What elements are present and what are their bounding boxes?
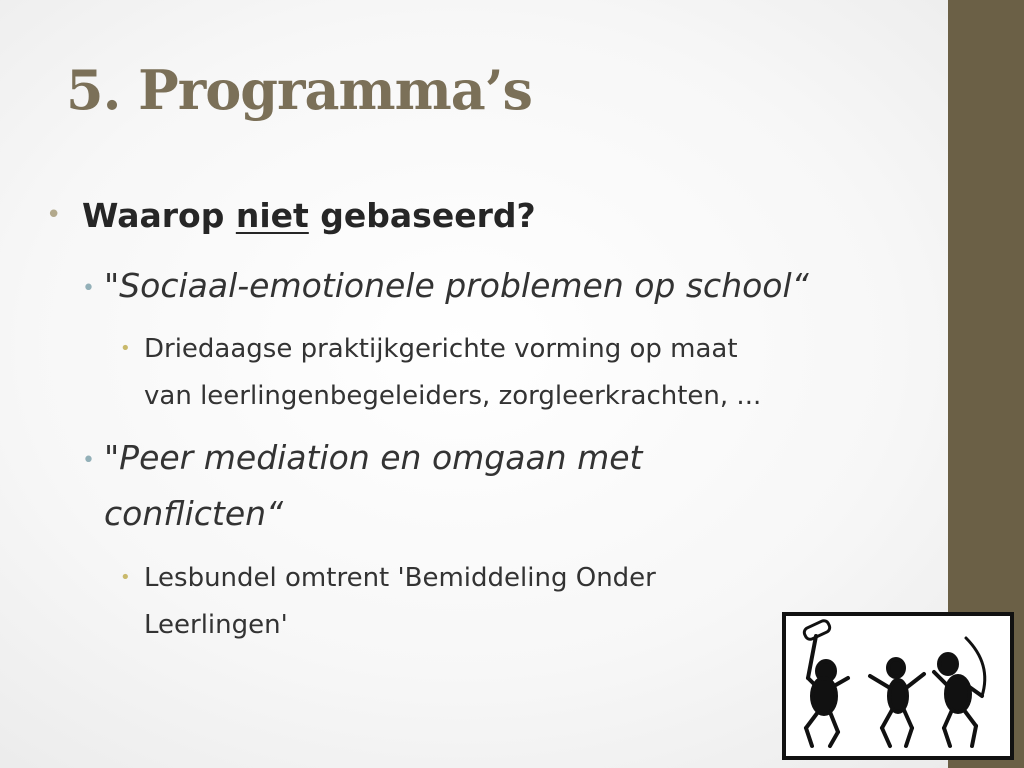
- slide-title: 5. Programma’s: [66, 58, 532, 122]
- bullet-dot-level1: •: [46, 200, 62, 230]
- conflict-illustration: [782, 612, 1014, 760]
- bullet-level2-peer-line1: "Peer mediation en omgaan met: [104, 438, 643, 477]
- conflict-stick-figures-icon: [786, 616, 1010, 756]
- bullet-level3-vorming-line1: Driedaagse praktijkgerichte vorming op maat: [144, 334, 738, 364]
- bullet-dot-level2: •: [82, 276, 95, 301]
- bullet-level1: [82, 196, 536, 235]
- bullet-level3-vorming-line2: van leerlingenbegeleiders, zorgleerkrachten, ...: [144, 381, 762, 411]
- bullet-level2-peer-line2: conflicten“: [104, 494, 284, 533]
- bullet-dot-level3: •: [120, 567, 131, 588]
- bullet-suffix: gebaseerd?: [308, 196, 536, 235]
- bullet-dot-level2: •: [82, 448, 95, 473]
- bullet-dot-level3: •: [120, 338, 131, 359]
- bullet-level3-lesbundel-line1: Lesbundel omtrent 'Bemiddeling Onder: [144, 563, 656, 593]
- bullet-prefix: Waarop: [82, 196, 236, 235]
- bullet-level3-lesbundel-line2: Leerlingen': [144, 610, 288, 640]
- bullet-level2-sociaal: "Sociaal-emotionele problemen op school“: [104, 266, 809, 305]
- bullet-emphasis: niet: [235, 196, 309, 235]
